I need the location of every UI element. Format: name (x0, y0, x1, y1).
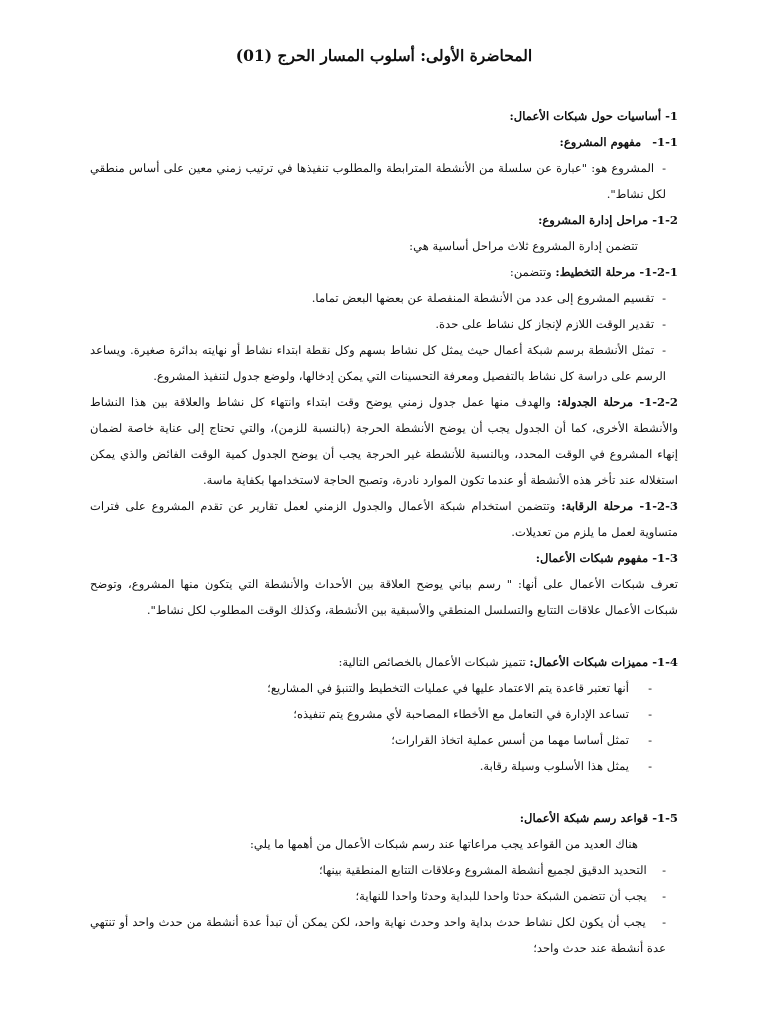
s14-bullet-1: أنها تعتبر قاعدة يتم الاعتماد عليها في عمليات التخطيط والتنبؤ في المشاريع؛ (267, 681, 630, 695)
list-item (90, 883, 678, 909)
dash: - (648, 681, 652, 695)
s11-number: 1-1- (652, 135, 678, 149)
s15-text: هناك العديد من القواعد يجب مراعاتها عند رسم شبكات الأعمال من أهمها ما يلي: (249, 837, 638, 851)
spacer (90, 623, 678, 649)
dash: - (662, 863, 666, 877)
dash: - (662, 161, 666, 175)
paragraph (90, 831, 678, 857)
list-item (90, 753, 678, 779)
s15-bullet-3: يجب أن يكون لكل نشاط حدث بداية واحد وحدث نهاية واحد، لكن يمكن أن تبدأ عدة أنشطة من حدث واحد أو تنتهي عدة أنشطة عند حدث واحد؛ (90, 915, 666, 955)
paragraph (90, 155, 678, 207)
dash: - (648, 707, 652, 721)
s122-text: والهدف منها عمل جدول زمني يوضح وقت ابتداء وانتهاء كل نشاط والعلاقة بين هذا النشاط والأنشطة الأخرى، كما أن الجدول يجب أن يوضح الأنشطة الحرجة (بالنسبة للزمن)، والتي تحتاج إلى عناية خاصة لضمان إنهاء المشروع في الوقت المحدد، وبالنسبة للأنشطة غير الحرجة يجب أن يوضح الجدول كمية الوقت الفائض والذي يمكن استغلاله عند تأخر هذه الأنشطة أو عندما تكون الموارد نادرة، وتصبح الحاجة لاستخدامها بكفاية ماسة. (90, 395, 678, 487)
s122-heading: 1-2-2- مرحلة الجدولة: (556, 395, 678, 409)
s121-heading: 1-2-1- مرحلة التخطيط: (555, 265, 678, 279)
s14-bullet-2: تساعد الإدارة في التعامل مع الأخطاء المصاحبة لأي مشروع يتم تنفيذه؛ (293, 707, 630, 721)
list-item (90, 337, 678, 389)
subsection-heading (90, 649, 678, 675)
dash: - (648, 759, 652, 773)
s11-title: مفهوم المشروع: (559, 135, 642, 149)
dash: - (648, 733, 652, 747)
paragraph (90, 389, 678, 493)
subsection-heading (90, 545, 678, 571)
dash: - (662, 317, 666, 331)
dash: - (662, 915, 667, 929)
s13-heading: 1-3- مفهوم شبكات الأعمال: (535, 551, 678, 565)
dash: - (662, 889, 666, 903)
section-1-heading: 1- أساسيات حول شبكات الأعمال: (509, 109, 678, 123)
page-title: المحاضرة الأولى: أسلوب المسار الحرج (01) (235, 46, 533, 65)
s121-tail: وتتضمن: (509, 265, 552, 279)
spacer (90, 779, 678, 805)
list-item (90, 909, 678, 961)
s13-text: تعرف شبكات الأعمال على أنها: " رسم بياني يوضح العلاقة بين الأحداث والأنشطة التي يتكون منها المشروع، وتوضح شبكات الأعمال علاقات التتابع والتسلسل المنطقي والأسبقية بين الأنشطة، وكذلك الوقت المطلوب لكل نشاط". (90, 577, 678, 617)
s15-bullet-2: يجب أن تتضمن الشبكة حدثا واحدا للبداية وحدثا واحدا للنهاية؛ (355, 889, 647, 903)
s12-text: تتضمن إدارة المشروع ثلاث مراحل أساسية هي: (409, 239, 638, 253)
dash: - (662, 343, 666, 357)
subsection-heading (90, 259, 678, 285)
s14-bullet-4: يمثل هذا الأسلوب وسيلة رقابة. (479, 759, 630, 773)
section-heading (90, 103, 678, 129)
subsection-heading (90, 129, 678, 155)
s14-tail: تتميز شبكات الأعمال بالخصائص التالية: (338, 655, 526, 669)
s12-heading: 1-2- مراحل إدارة المشروع: (538, 213, 678, 227)
s15-bullet-1: التحديد الدقيق لجميع أنشطة المشروع وعلاقات التتابع المنطقية بينها؛ (318, 863, 647, 877)
list-item (90, 857, 678, 883)
subsection-heading (90, 805, 678, 831)
s121-bullet-1: تقسيم المشروع إلى عدد من الأنشطة المنفصلة عن بعضها البعض تماما. (311, 291, 655, 305)
s121-bullet-2: تقدير الوقت اللازم لإنجاز كل نشاط على حدة. (435, 317, 655, 331)
s123-heading: 1-2-3- مرحلة الرقابة: (561, 499, 678, 513)
dash: - (662, 291, 666, 305)
s11-text: المشروع هو: "عبارة عن سلسلة من الأنشطة المترابطة والمطلوب تنفيذها في ترتيب زمني معين على أساس منطقي لكل نشاط". (90, 161, 666, 201)
subsection-heading (90, 207, 678, 233)
list-item (90, 311, 678, 337)
paragraph (90, 571, 678, 623)
s14-bullet-3: تمثل أساسا مهما من أسس عملية اتخاذ القرارات؛ (391, 733, 630, 747)
paragraph (90, 233, 678, 259)
s121-bullet-3: تمثل الأنشطة برسم شبكة أعمال حيث يمثل كل نشاط بسهم وكل نقطة ابتداء نشاط أو نهايته بدائرة صغيرة. ويساعد الرسم على دراسة كل نشاط بالتفصيل ومعرفة التحسينات التي يمكن إدخالها، ولوضع جدول لتنفيذ المشروع. (90, 343, 666, 383)
s14-heading: 1-4- مميزات شبكات الأعمال: (529, 655, 678, 669)
s15-heading: 1-5- قواعد رسم شبكة الأعمال: (519, 811, 678, 825)
s123-text: وتتضمن استخدام شبكة الأعمال والجدول الزمني لعمل تقارير عن تقدم المشروع على فترات متساوية لعمل ما يلزم من تعديلات. (90, 499, 678, 539)
list-item (90, 675, 678, 701)
list-item (90, 727, 678, 753)
paragraph (90, 493, 678, 545)
list-item (90, 285, 678, 311)
list-item (90, 701, 678, 727)
